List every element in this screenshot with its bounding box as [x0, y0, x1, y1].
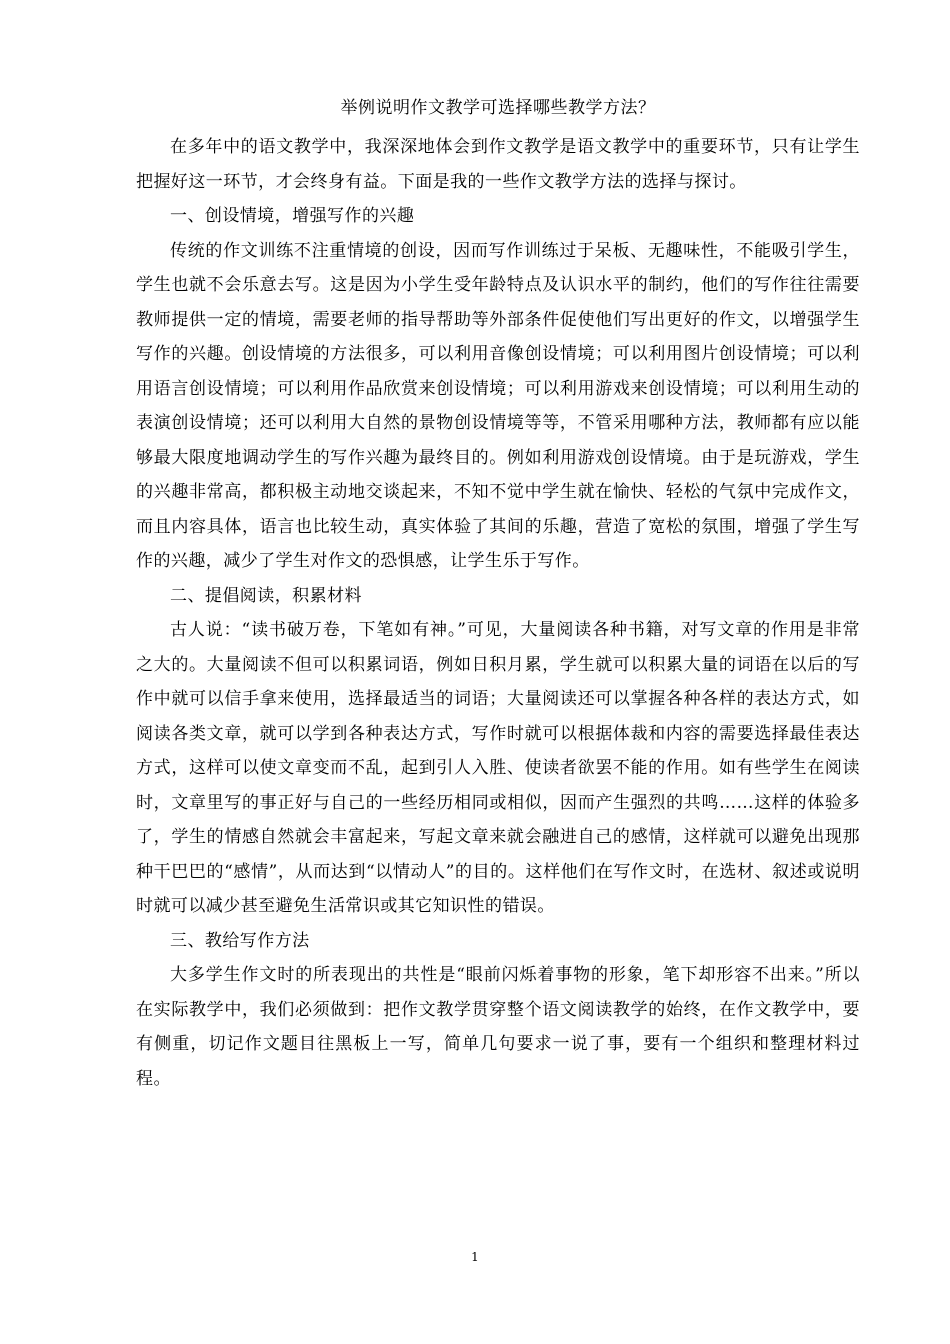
intro-paragraph: 在多年中的语文教学中，我深深地体会到作文教学是语文教学中的重要环节，只有让学生把握好这一环节，才会终身有益。下面是我的一些作文教学方法的选择与探讨。 — [136, 137, 860, 192]
section-heading-3: 三、教给写作方法 — [170, 930, 310, 951]
document-body — [136, 96, 860, 1096]
section-body-2: 古人说：“读书破万卷，下笔如有神。”可见，大量阅读各种书籍，对写文章的作用是非常之大的。大量阅读不但可以积累词语，例如日积月累，学生就可以积累大量的词语在以后的写作中就可以信手拿来使用，选择最适当的词语；大量阅读还可以掌握各种各样的表达方式，如阅读各类文章，就可以学到各种表达方式，写作时就可以根据体裁和内容的需要选择最佳表达方式，这样可以使文章变而不乱，起到引人入胜、使读者欲罢不能的作用。如有些学生在阅读时，文章里写的事正好与自己的一些经历相同或相似，因而产生强烈的共鸣……这样的体验多了，学生的情感自然就会丰富起来，写起文章来就会融进自己的感情，这样就可以避免出现那种干巴巴的“感情”，从而达到“以情动人”的目的。这样他们在写作文时，在选材、叙述或说明时就可以减少甚至避免生活常识或其它知识性的错误。 — [136, 620, 860, 916]
section-heading-1: 一、创设情境，增强写作的兴趣 — [170, 206, 415, 226]
document-title: 举例说明作文教学可选择哪些教学方法？ — [340, 98, 656, 118]
section-body-3: 大多学生作文时的所表现出的共性是“眼前闪烁着事物的形象，笔下却形容不出来。”所以在实际教学中，我们必须做到：把作文教学贯穿整个语文阅读教学的始终，在作文教学中，要有侧重，切记作文题目往黑板上一写，简单几句要求一说了事，要有一个组织和整理材料过程。 — [136, 965, 860, 1089]
page-number: 1 — [471, 1250, 479, 1264]
section-heading-2: 二、提倡阅读，积累材料 — [170, 585, 362, 606]
section-body-1: 传统的作文训练不注重情境的创设，因而写作训练过于呆板、无趣味性，不能吸引学生，学生也就不会乐意去写。这是因为小学生受年龄特点及认识水平的制约，他们的写作往往需要教师提供一定的情境，需要老师的指导帮助等外部条件促使他们写出更好的作文，以增强学生写作的兴趣。创设情境的方法很多，可以利用音像创设情境；可以利用图片创设情境；可以利用语言创设情境；可以利用作品欣赏来创设情境；可以利用游戏来创设情境；可以利用生动的表演创设情境；还可以利用大自然的景物创设情境等等，不管采用哪种方法，教师都有应以能够最大限度地调动学生的写作兴趣为最终目的。例如利用游戏创设情境。由于是玩游戏，学生的兴趣非常高，都积极主动地交谈起来，不知不觉中学生就在愉快、轻松的气氛中完成作文，而且内容具体，语言也比较生动，真实体验了其间的乐趣，营造了宽松的氛围，增强了学生写作的兴趣，减少了学生对作文的恐惧感，让学生乐于写作。 — [136, 240, 860, 571]
